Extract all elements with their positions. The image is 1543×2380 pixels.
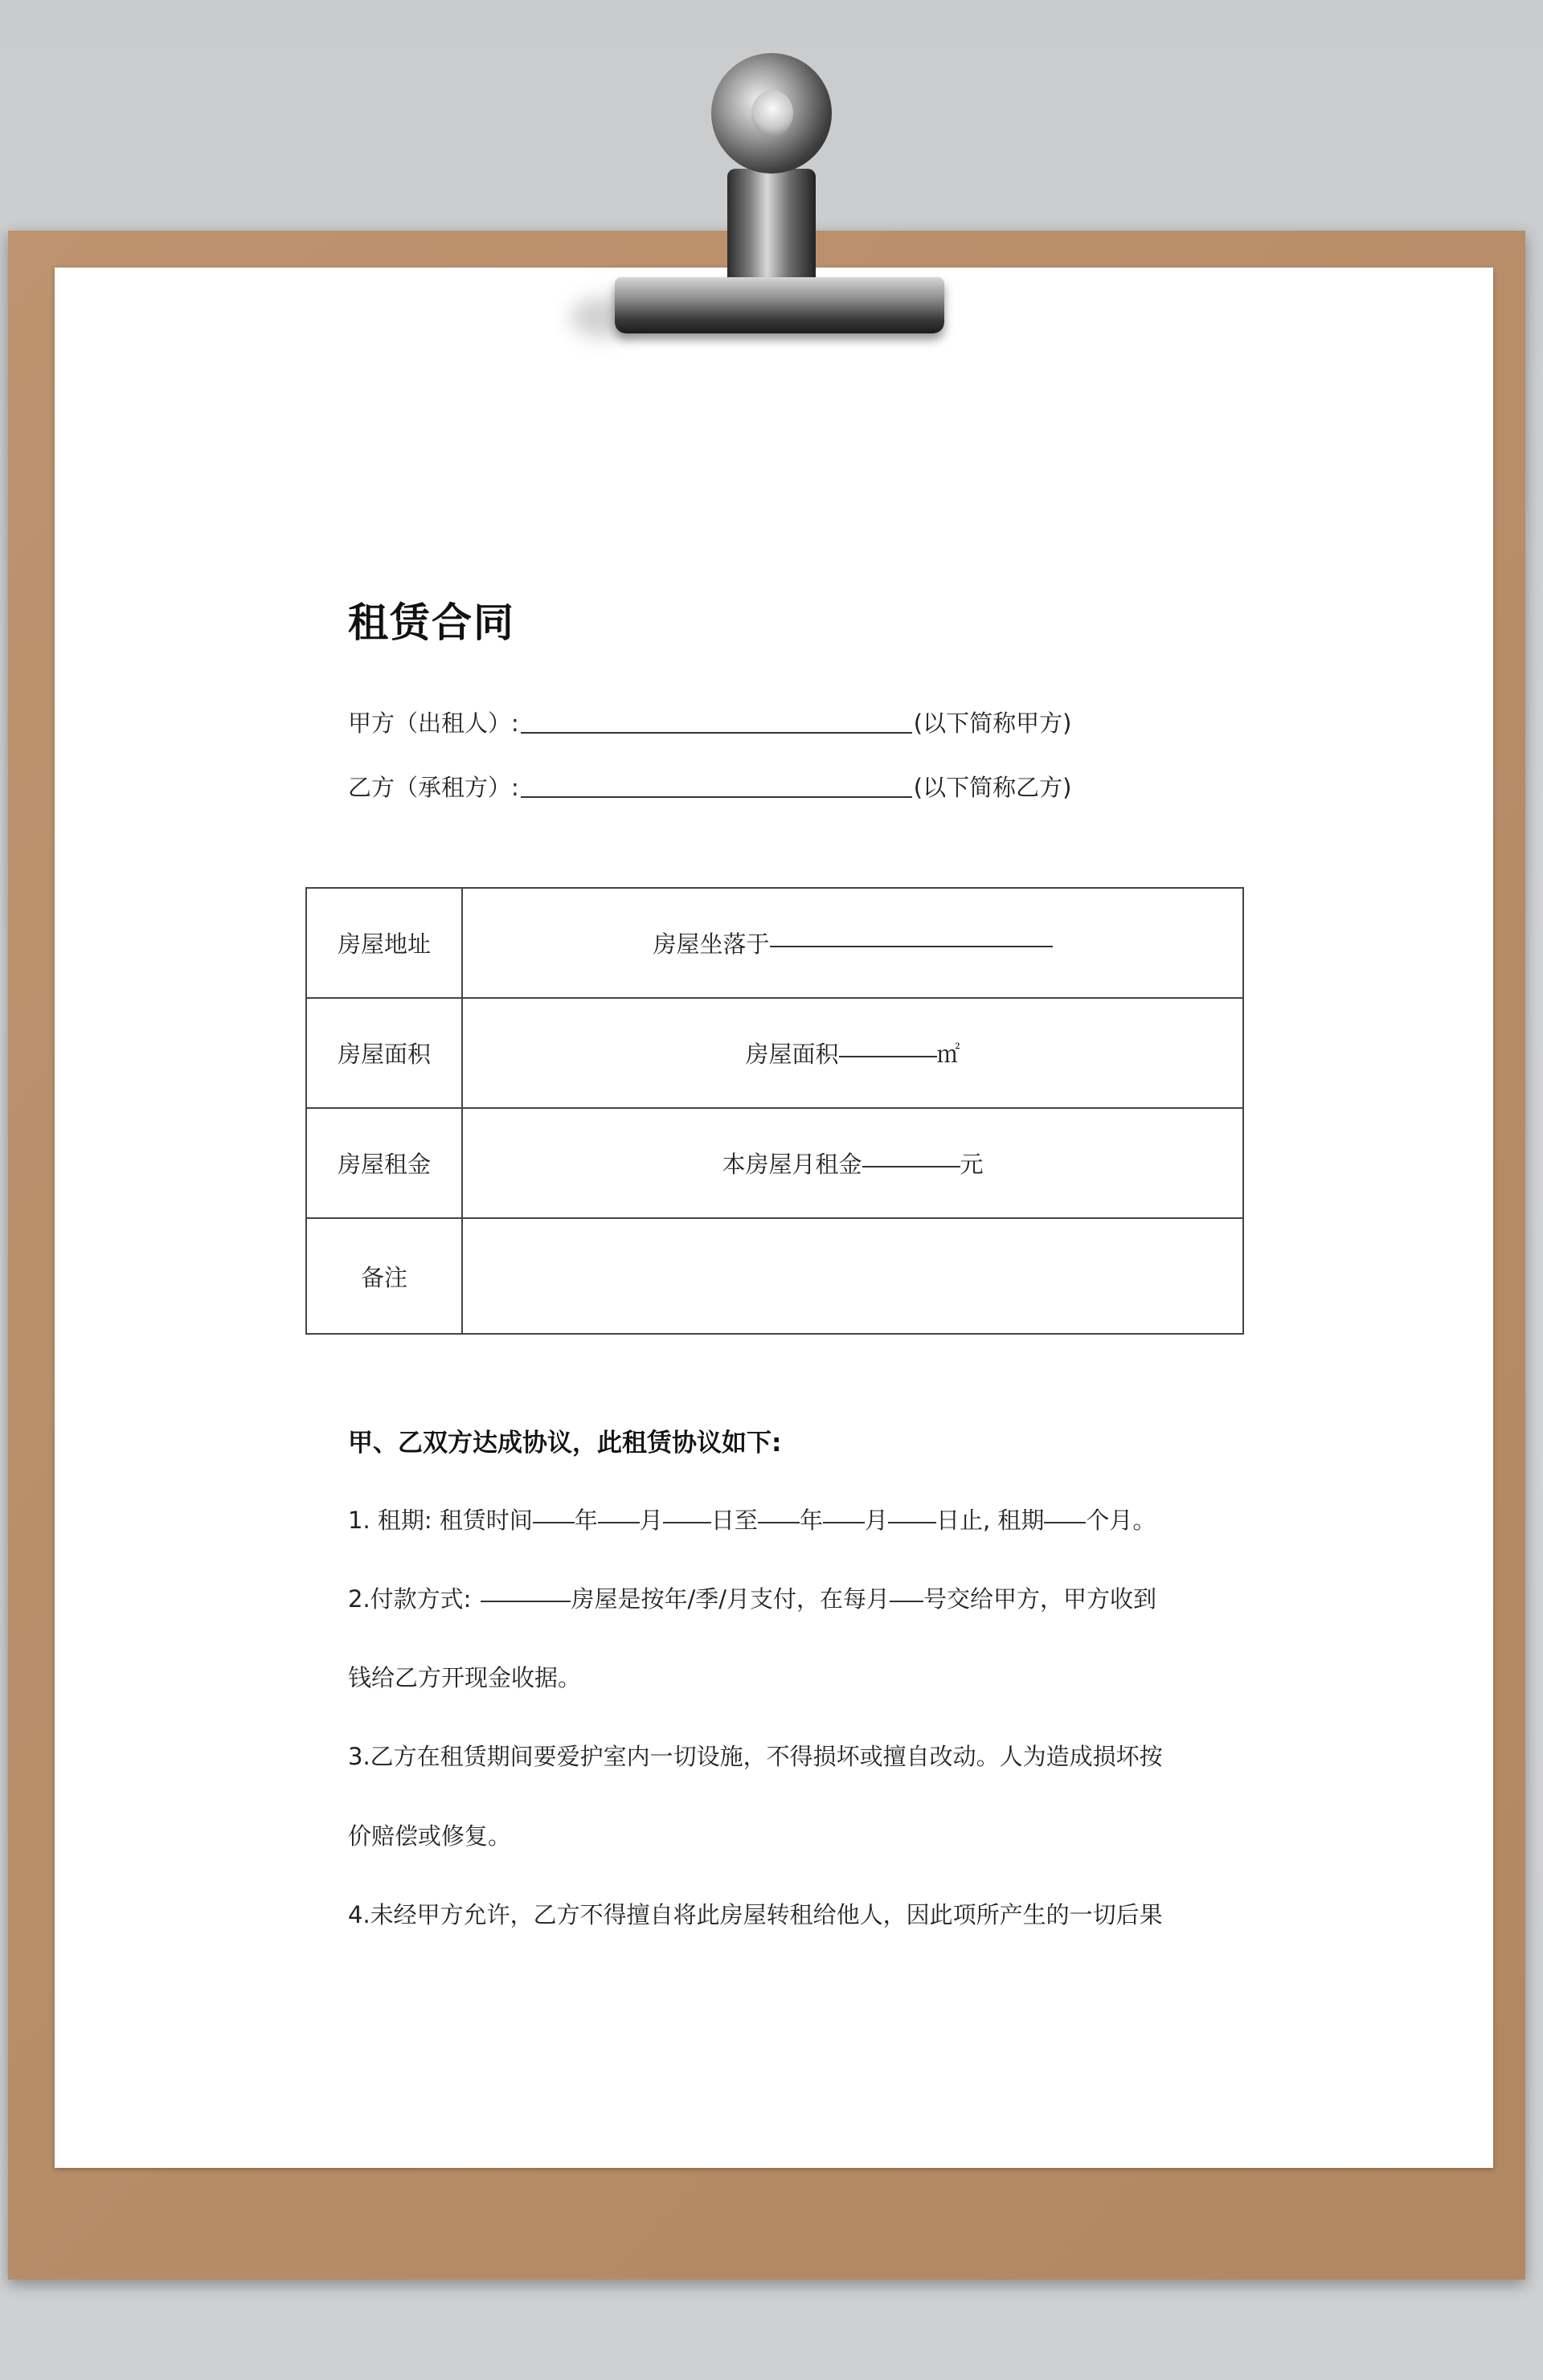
row-value <box>462 1108 1243 1218</box>
address-blank <box>770 945 1053 947</box>
table-row <box>306 998 1243 1108</box>
party-b-label: 乙方（承租方）: <box>348 774 519 801</box>
clause-3: 3.乙方在租赁期间要爱护室内一切设施，不得损坏或擅自改动。人为造成损坏按 <box>348 1743 1163 1770</box>
table-row <box>306 888 1243 998</box>
clause-text: 2.付款方式: <box>348 1585 472 1613</box>
row-value <box>462 888 1243 998</box>
clause-text: 房屋是按年/季/月支付，在每月 <box>571 1585 890 1613</box>
blank <box>663 1521 711 1523</box>
rent-blank <box>862 1165 960 1168</box>
property-info-table <box>305 887 1244 1335</box>
area-prefix: 房屋面积 <box>745 1041 839 1068</box>
clause-text: 1. 租期: 租赁时间 <box>348 1507 533 1534</box>
blank <box>890 1600 923 1602</box>
clause-text: 年 <box>574 1507 598 1534</box>
area-blank <box>839 1055 937 1057</box>
rent-prefix: 本房屋月租金 <box>722 1151 862 1178</box>
agreement-heading: 甲、乙双方达成协议，此租赁协议如下: <box>348 1429 782 1458</box>
remarks-value <box>462 1218 1243 1334</box>
clause-text: 月 <box>864 1507 888 1534</box>
binder-clip-icon <box>579 48 948 354</box>
clause-2-line-2: 钱给乙方开现金收据。 <box>348 1664 582 1691</box>
address-prefix: 房屋坐落于 <box>653 930 770 958</box>
party-a-suffix: (以下简称甲方) <box>913 710 1072 737</box>
clause-text: 日止, 租期 <box>935 1507 1045 1534</box>
party-a-line <box>348 705 1071 738</box>
blank <box>533 1521 575 1523</box>
row-label: 房屋租金 <box>306 1108 462 1218</box>
clause-1 <box>348 1503 1156 1536</box>
blank <box>598 1521 640 1523</box>
blank <box>758 1521 800 1523</box>
blank <box>481 1600 571 1602</box>
row-label: 备注 <box>306 1218 462 1334</box>
party-b-line <box>348 770 1071 803</box>
party-a-blank <box>521 731 912 734</box>
blank <box>888 1521 936 1523</box>
rent-unit: 元 <box>960 1151 984 1178</box>
row-label: 房屋地址 <box>306 888 462 998</box>
row-value <box>462 998 1243 1108</box>
clause-text: 月 <box>639 1507 663 1534</box>
blank <box>823 1521 865 1523</box>
clause-text: 日至 <box>710 1507 758 1534</box>
table-row <box>306 1218 1243 1334</box>
clause-text: 个月。 <box>1086 1507 1156 1534</box>
party-a-label: 甲方（出租人）: <box>348 710 519 737</box>
blank <box>1044 1521 1086 1523</box>
party-b-suffix: (以下简称乙方) <box>913 774 1072 801</box>
clause-text: 号交给甲方，甲方收到 <box>923 1585 1157 1613</box>
table-row <box>306 1108 1243 1218</box>
area-unit: ㎡ <box>936 1041 960 1068</box>
clause-3-line-2: 价赔偿或修复。 <box>348 1822 512 1850</box>
party-b-blank <box>521 795 912 798</box>
clause-text: 年 <box>799 1507 823 1534</box>
row-label: 房屋面积 <box>306 998 462 1108</box>
clause-4: 4.未经甲方允许，乙方不得擅自将此房屋转租给他人，因此项所产生的一切后果 <box>348 1901 1163 1928</box>
document-title: 租赁合同 <box>348 599 515 646</box>
clause-2 <box>348 1581 1156 1614</box>
